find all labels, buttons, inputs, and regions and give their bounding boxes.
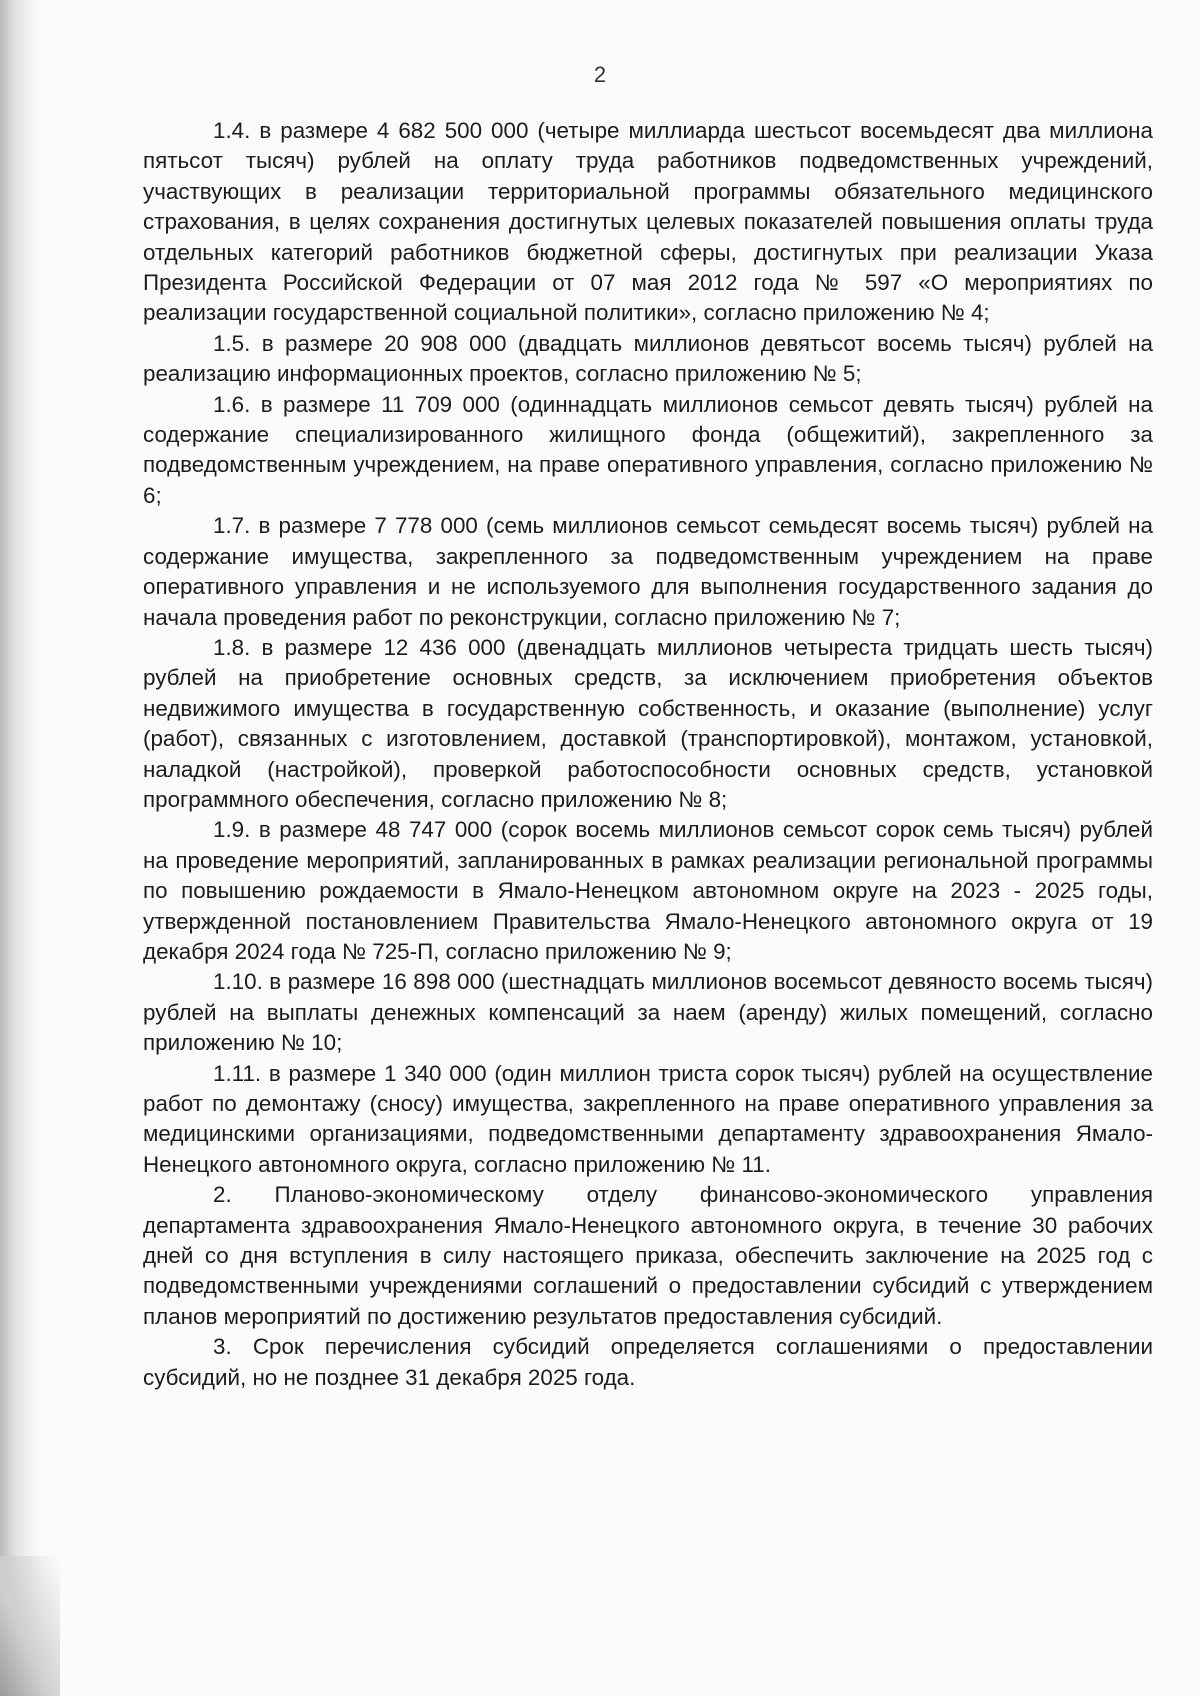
- paragraph-1-11: 1.11. в размере 1 340 000 (один миллион триста сорок тысяч) рублей на осуществление работ по демонтажу (сносу) имущества, закрепленного на праве оперативного управления за медицинскими организациями, подведомственными департаменту здравоохранения Ямало-Ненецкого автономного округа, согласно приложению № 11.: [143, 1060, 1153, 1177]
- paragraph-1-6: 1.6. в размере 11 709 000 (одиннадцать миллионов семьсот девять тысяч) рублей на содержание специализированного жилищного фонда (общежитий), закрепленного за подведомственным учреждением, на праве оперативного управления, согласно приложению № 6;: [143, 391, 1153, 508]
- paragraph-2: 2. Планово-экономическому отделу финансово-экономического управления департамента здравоохранения Ямало-Ненецкого автономного округа, в течение 30 рабочих дней со дня вступления в силу настоящего приказа, обеспечить заключение на 2025 год с подведомственными учреждениями соглашений о предоставлении субсидий с утверждением планов мероприятий по достижению результатов предоставления субсидий.: [143, 1182, 1153, 1329]
- paragraph-1-10: 1.10. в размере 16 898 000 (шестнадцать миллионов восемьсот девяносто восемь тысяч) рублей на выплаты денежных компенсаций за наем (аренду) жилых помещений, согласно приложению № 10;: [143, 969, 1153, 1056]
- paragraph-1-5: 1.5. в размере 20 908 000 (двадцать миллионов девятьсот восемь тысяч) рублей на реализацию информационных проектов, согласно приложению № 5;: [143, 330, 1153, 387]
- scan-shadow-corner: [0, 1556, 60, 1696]
- paragraph-1-7: 1.7. в размере 7 778 000 (семь миллионов семьсот семьдесят восемь тысяч) рублей на содержание имущества, закрепленного за подведомственным учреждением на праве оперативного управления и не используемого для выполнения государственного задания до начала проведения работ по реконструкции, согласно приложению № 7;: [143, 513, 1153, 630]
- paragraph-1-9: 1.9. в размере 48 747 000 (сорок восемь миллионов семьсот сорок семь тысяч) рублей на проведение мероприятий, запланированных в рамках реализации региональной программы по повышению рождаемости в Ямало-Ненецком автономном округе на 2023 - 2025 годы, утвержденной постановлением Правительства Ямало-Ненецкого автономного округа от 19 декабря 2024 года № 725-П, согласно приложению № 9;: [143, 817, 1153, 964]
- page-number: 2: [593, 62, 607, 87]
- document-body: [143, 116, 1153, 1393]
- paragraph-3: 3. Срок перечисления субсидий определяется соглашениями о предоставлении субсидий, но не позднее 31 декабря 2025 года.: [143, 1334, 1153, 1390]
- scan-shadow-left: [0, 0, 38, 1696]
- paragraph-1-8: 1.8. в размере 12 436 000 (двенадцать миллионов четыреста тридцать шесть тысяч) рублей на приобретение основных средств, за исключением приобретения объектов недвижимого имущества в государственную собственность, и оказание (выполнение) услуг (работ), связанных с изготовлением, доставкой (транспортировкой), монтажом, установкой, наладкой (настройкой), проверкой работоспособности основных средств, установкой программного обеспечения, согласно приложению № 8;: [143, 634, 1153, 812]
- paragraph-1-4: 1.4. в размере 4 682 500 000 (четыре миллиарда шестьсот восемьдесят два миллиона пятьсот тысяч) рублей на оплату труда работников подведомственных учреждений, участвующих в реализации территориальной программы обязательного медицинского страхования, в целях сохранения достигнутых целевых показателей повышения оплаты труда отдельных категорий работников бюджетной сферы, достигнутых при реализации Указа Президента Российской Федерации от 07 мая 2012 года № 597 «О мероприятиях по реализации государственной социальной политики», согласно приложению № 4;: [143, 118, 1153, 326]
